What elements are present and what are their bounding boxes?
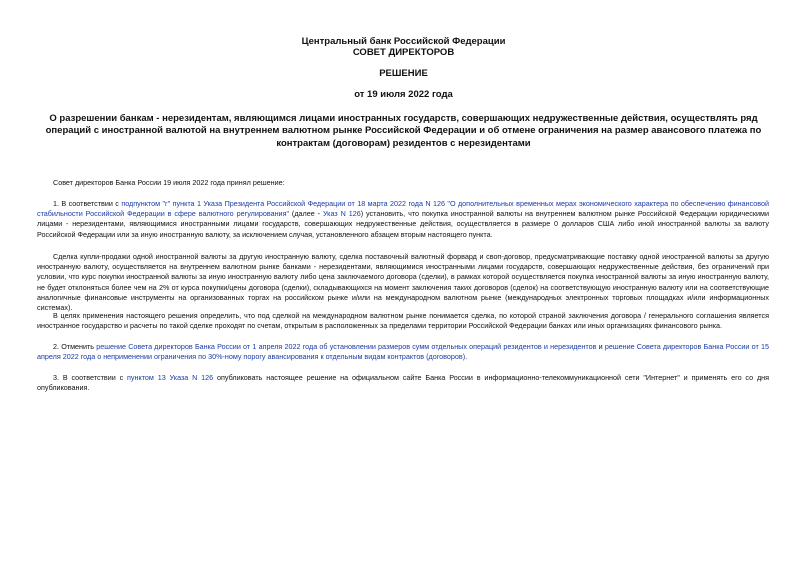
paragraph-3 <box>37 373 769 393</box>
decree-126-short-link[interactable]: Указ N 126 <box>322 209 361 219</box>
paragraph-2 <box>37 342 769 362</box>
paragraph-1-third: В целях применения настоящего решения определить, что под сделкой на международном валютном рынке понимается сделка, по которой страной заключения договора / генерального соглашения является иностранное государство и расчеты по такой сделке проходят по счетам, открытым в расположенных за пределами территории Российской Федерации банках или иных организациях финансового рынка. <box>37 311 769 331</box>
paragraph-1-text-a: 1. В соответствии с <box>53 199 122 208</box>
paragraph-3-text-a: 3. В соответствии с <box>53 373 128 382</box>
paragraph-3-text-b: опубликовать настоящее решение на официальном сайте Банка России в информационно-телекоммуникационной сети "Интернет" и применять его со дня опубликования. <box>37 373 770 393</box>
paragraph-1 <box>37 199 769 240</box>
organization-title: Центральный банк Российской Федерации <box>301 36 506 47</box>
paragraph-2-text-b: и <box>596 342 605 351</box>
document-subject: О разрешении банкам - нерезидентам, являющимся лицами иностранных государств, совершающих недружественные действия, осуществлять ряд операций с иностранной валютой на внутреннем валютном рынке Российской Федерации и об отмене ограничения на размер авансового платежа по контрактам (договорам) резидентов с нерезидентами <box>45 113 762 149</box>
document-date: от 19 июля 2022 года <box>354 89 453 100</box>
decree-126-link[interactable]: подпунктом "г" пункта 1 Указа Президента Российской Федерации от 18 марта 2022 года N 126 "О дополнительных временных мерах экономического характера по обеспечению финансовой стабильности Российской Федерации в сфере валютного регулирования" <box>37 199 769 219</box>
paragraph-1-text-c: ) установить, что покупка иностранной валюты на внутреннем валютном рынке Российской Федерации юридическими лицами - нерезидентами, являющимися иностранными лицами государств, совершающих недружественные действия, осуществляется в размере 0 долларов США либо иной иностранной валюты за валюту Российской Федерации или за иную иностранную валюту, за исключением случая, установленного абзацем вторым настоящего пункта. <box>37 209 769 239</box>
paragraph-1-text-b: (далее - <box>289 209 323 219</box>
board-title: СОВЕТ ДИРЕКТОРОВ <box>352 47 455 58</box>
intro-paragraph: Совет директоров Банка России 19 июля 2022 года принял решение: <box>53 178 285 187</box>
paragraph-2-text-c: . <box>465 352 468 362</box>
decision-april-1-link[interactable]: решение Совета директоров Банка России от 1 апреля 2022 года об установлении размеров сумм отдельных операций резидентов и нерезидентов <box>96 342 597 351</box>
point-13-link[interactable]: пунктом 13 Указа N 126 <box>127 373 214 382</box>
paragraph-2-text-a: 2. Отменить <box>53 342 97 351</box>
document-type: РЕШЕНИЕ <box>379 68 428 79</box>
decision-april-15-link[interactable]: решение Совета директоров Банка России от 15 апреля 2022 года о неприменении ограничения по 30%-ному порогу авансирования к отдельным видам контрактов (договоров) <box>37 342 769 362</box>
paragraph-1-second: Сделка купли-продажи одной иностранной валюты за другую иностранную валюту, сделка поставочный валютный форвард и своп-договор, предусматривающие поставку одной иностранной валюты за другую иностранную валюту, осуществляется на внутреннем валютном рынке банками - нерезидентами, являющимися иностранными лицами государств, совершающих недружественные действия, без ограничений при условии, что курс покупки иностранной валюты за иную иностранную валюту либо цена заключаемого договора (сделки), в рамках которой осуществляется покупка иностранной валюты за иную иностранную валюту, не будет отклоняться более чем на 2% от курса покупки/цены договора (сделки), складывающихся на момент заключения таких договоров (сделок) на соответствующую иностранную валюту или на соответствующие аналогичные финансовые инструменты на организованных торгах на российском рынке и/или на международном валютном рынке (международных электронных торговых площадках и/или информационных системах). <box>37 252 769 313</box>
